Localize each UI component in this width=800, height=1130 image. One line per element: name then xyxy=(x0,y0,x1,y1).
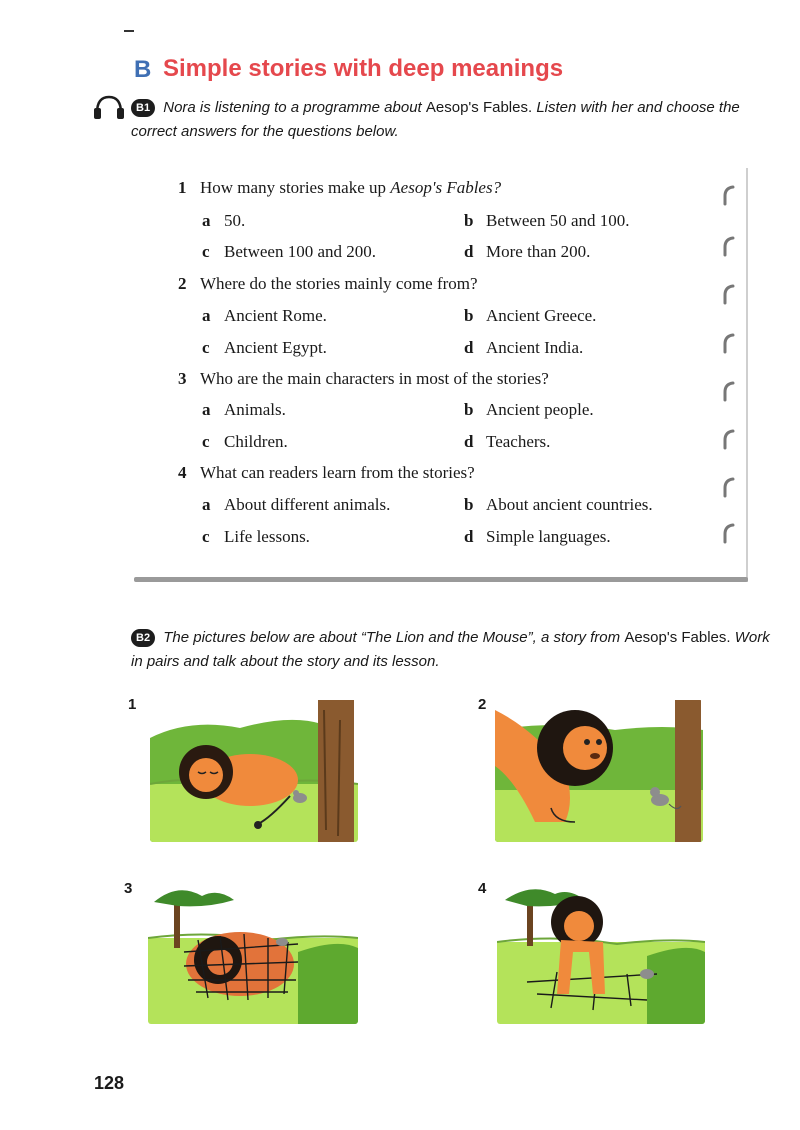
question-text: Who are the main characters in most of the stories? xyxy=(200,369,549,388)
b1-instruction xyxy=(131,96,771,144)
option-text: About different animals. xyxy=(224,495,391,514)
b2-instruction-text-2: Work in pairs and talk about the story and its lesson. xyxy=(131,629,770,670)
option-letter: b xyxy=(464,211,474,230)
option-text: Ancient Greece. xyxy=(486,306,597,325)
question-text: Where do the stories mainly come from? xyxy=(200,274,478,293)
option-text: Between 50 and 100. xyxy=(486,211,630,230)
option-letter: a xyxy=(202,211,211,230)
ring-curl-icon xyxy=(722,235,736,257)
option-letter: d xyxy=(464,338,474,357)
notebook-edge xyxy=(746,168,748,582)
option-3b[interactable] xyxy=(464,400,594,420)
option-letter: c xyxy=(202,527,210,546)
option-2b[interactable] xyxy=(464,306,596,326)
option-letter: b xyxy=(464,306,474,325)
page-number: 128 xyxy=(94,1073,125,1093)
option-3d[interactable] xyxy=(464,432,550,452)
ring-curl-icon xyxy=(722,380,736,402)
b1-badge: B1 xyxy=(131,99,155,117)
section-title: Simple stories with deep meanings xyxy=(163,55,564,82)
option-text: 50. xyxy=(224,211,246,230)
question-text: How many stories make up xyxy=(200,178,387,197)
option-text: More than 200. xyxy=(486,242,591,261)
option-letter: c xyxy=(202,242,210,261)
question-number: 3 xyxy=(178,369,187,388)
picture-number-1: 1 xyxy=(128,696,137,713)
option-text: Ancient Egypt. xyxy=(224,338,327,357)
option-letter: d xyxy=(464,242,474,261)
option-2c[interactable] xyxy=(202,338,327,358)
option-3c[interactable] xyxy=(202,432,288,452)
ring-curl-icon xyxy=(722,283,736,305)
option-letter: d xyxy=(464,432,474,451)
notebook-bottom-edge xyxy=(134,577,748,582)
option-letter: b xyxy=(464,400,474,419)
ring-curl-icon xyxy=(722,476,736,498)
ring-curl-icon xyxy=(722,522,736,544)
option-text: Children. xyxy=(224,432,288,451)
section-letter: B xyxy=(134,56,152,83)
option-text: Life lessons. xyxy=(224,527,310,546)
option-2a[interactable] xyxy=(202,306,327,326)
picture-lion-freed xyxy=(497,882,705,1024)
b2-instruction-text-1: The pictures below are about “The Lion and the Mouse”, a story from xyxy=(163,629,621,646)
question-text: What can readers learn from the stories? xyxy=(200,463,475,482)
option-4c[interactable] xyxy=(202,527,310,547)
b2-badge: B2 xyxy=(131,629,155,647)
option-1a[interactable] xyxy=(202,211,245,231)
option-letter: a xyxy=(202,400,211,419)
question-2 xyxy=(178,274,478,294)
question-number: 4 xyxy=(178,463,187,482)
question-number: 1 xyxy=(178,178,187,197)
b2-instruction-fables: Aesop's Fables. xyxy=(624,629,731,646)
headphones-icon xyxy=(92,93,126,121)
option-4d[interactable] xyxy=(464,527,611,547)
ring-curl-icon xyxy=(722,184,736,206)
option-text: About ancient countries. xyxy=(486,495,653,514)
option-4b[interactable] xyxy=(464,495,653,515)
option-letter: d xyxy=(464,527,474,546)
ring-curl-icon xyxy=(722,428,736,450)
option-text: Ancient people. xyxy=(486,400,594,419)
question-3 xyxy=(178,369,549,389)
option-text: Ancient Rome. xyxy=(224,306,327,325)
option-letter: b xyxy=(464,495,474,514)
option-text: Between 100 and 200. xyxy=(224,242,377,261)
picture-lion-awake xyxy=(495,700,703,842)
option-1c[interactable] xyxy=(202,242,376,262)
option-letter: c xyxy=(202,338,210,357)
question-number: 2 xyxy=(178,274,187,293)
option-letter: c xyxy=(202,432,210,451)
b2-instruction xyxy=(131,626,771,674)
option-1b[interactable] xyxy=(464,211,630,231)
option-3a[interactable] xyxy=(202,400,286,420)
b1-instruction-text-2: Listen with her and choose the correct answers for the questions below. xyxy=(131,99,740,140)
option-text: Animals. xyxy=(224,400,286,419)
question-1 xyxy=(178,178,501,198)
b1-instruction-text-1: Nora is listening to a programme about xyxy=(163,99,422,116)
page-edge-mark xyxy=(124,30,134,32)
picture-number-2: 2 xyxy=(478,696,487,713)
option-text: Teachers. xyxy=(486,432,551,451)
option-text: Simple languages. xyxy=(486,527,611,546)
option-text: Ancient India. xyxy=(486,338,584,357)
option-2d[interactable] xyxy=(464,338,583,358)
option-1d[interactable] xyxy=(464,242,590,262)
picture-lion-sleeping xyxy=(150,700,358,842)
b1-instruction-fables: Aesop's Fables. xyxy=(425,99,533,116)
option-4a[interactable] xyxy=(202,495,390,515)
picture-number-3: 3 xyxy=(124,880,133,897)
question-4 xyxy=(178,463,475,483)
picture-number-4: 4 xyxy=(478,880,487,897)
picture-lion-trapped xyxy=(148,882,358,1024)
option-letter: a xyxy=(202,495,211,514)
ring-curl-icon xyxy=(722,332,736,354)
option-letter: a xyxy=(202,306,211,325)
question-text-italic: Aesop's Fables? xyxy=(390,178,502,197)
